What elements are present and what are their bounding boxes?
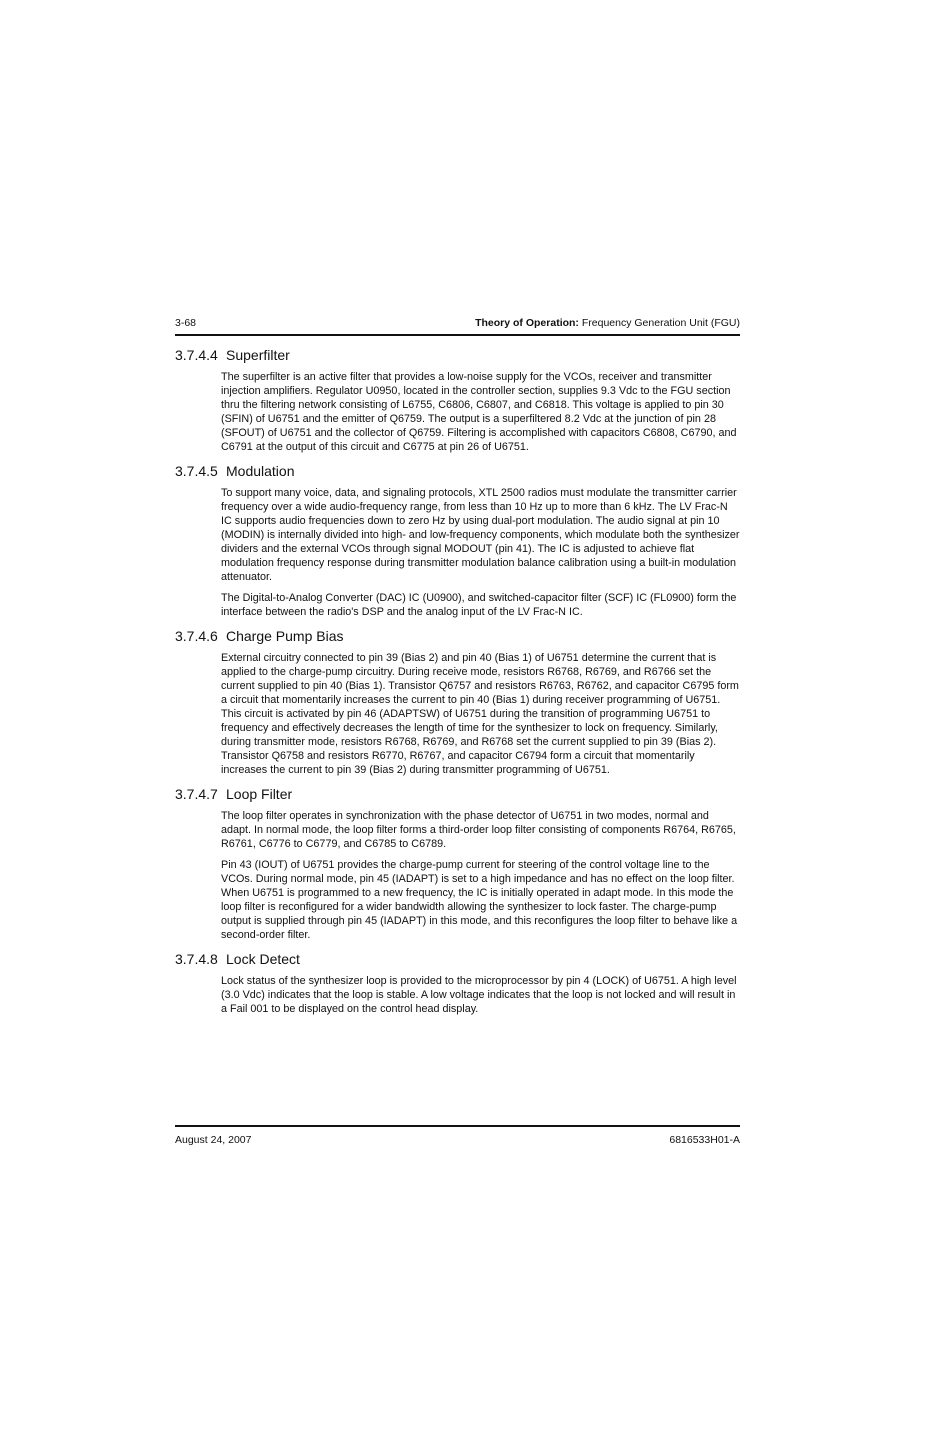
main-content — [175, 346, 740, 1024]
section-title: Lock Detect — [226, 951, 300, 967]
paragraph: The Digital-to-Analog Converter (DAC) IC (U0900), and switched-capacitor filter (SCF) IC (FL0900) form the interface between the radio's DSP and the analog input of the LV Frac-N IC. — [221, 592, 737, 618]
section-charge-pump-bias — [175, 627, 740, 777]
header-title-rest: Frequency Generation Unit (FGU) — [578, 317, 740, 329]
section-superfilter — [175, 346, 740, 454]
section-title: Superfilter — [226, 347, 290, 363]
paragraph: To support many voice, data, and signaling protocols, XTL 2500 radios must modulate the transmitter carrier frequency over a wide audio-frequency range, from less than 10 Hz up to more than 6 kHz. The LV Frac-N IC supports audio frequencies down to zero Hz by using dual-port modulation. The audio signal at pin 10 (MODIN) is internally divided into high- and low-frequency components, which modulate both the synthesizer dividers and the external VCOs through signal MODOUT (pin 41). The IC is adjusted to achieve flat modulation frequency response during transmitter modulation balance calibration using a built-in modulation attenuator. — [221, 487, 740, 583]
header-title-bold: Theory of Operation: — [475, 317, 579, 329]
paragraph: The superfilter is an active filter that provides a low-noise supply for the VCOs, receiver and transmitter injection amplifiers. Regulator U0950, located in the controller section, supplies 9.3 Vdc to the FGU section thru the filtering network consisting of L6755, C6806, C6807, and C6818. This voltage is applied to pin 30 (SFIN) of U6751 and the emitter of Q6759. The output is a superfiltered 8.2 Vdc at the junction of pin 28 (SFOUT) of U6751 and the collector of Q6759. Filtering is accomplished with capacitors C6808, C6790, and C6791 at the output of this circuit and C6775 at pin 26 of U6751. — [221, 371, 737, 453]
section-title: Loop Filter — [226, 786, 293, 802]
paragraph: External circuitry connected to pin 39 (Bias 2) and pin 40 (Bias 1) of U6751 determine the current that is applied to the charge-pump circuitry. During receive mode, resistors R6768, R6769, and R6766 set the current supplied to pin 40 (Bias 1). Transistor Q6757 and resistors R6763, R6762, and capacitor C6795 form a circuit that momentarily increases the current to pin 40 (Bias 1) during receiver programming of U6751. This circuit is activated by pin 46 (ADAPTSW) of U6751 during the transition of programming U6751 to frequency and effectively decreases the length of time for the synthesizer to lock on frequency. Similarly, during transmitter mode, resistors R6768, R6769, and R6768 set the current supplied to pin 39 (Bias 2). Transistor Q6758 and resistors R6770, R6767, and capacitor C6794 form a circuit that momentarily increases the current to pin 39 (Bias 2) during transmitter programming of U6751. — [221, 652, 739, 776]
section-number: 3.7.4.4 — [175, 347, 218, 363]
page-footer — [175, 1133, 740, 1149]
page-header — [175, 316, 740, 332]
section-heading — [175, 462, 740, 480]
section-heading — [175, 785, 740, 803]
section-number: 3.7.4.5 — [175, 463, 218, 479]
document-number: 6816533H01-A — [669, 1134, 740, 1146]
page-number: 3-68 — [175, 317, 197, 329]
section-title: Modulation — [226, 463, 295, 479]
section-title: Charge Pump Bias — [226, 628, 344, 644]
footer-rule — [175, 1125, 740, 1127]
section-heading — [175, 346, 740, 364]
header-rule — [175, 334, 740, 336]
paragraph: Pin 43 (IOUT) of U6751 provides the charge-pump current for steering of the control voltage line to the VCOs. During normal mode, pin 45 (IADAPT) is set to a high impedance and has no effect on the loop filter. When U6751 is programmed to a new frequency, the IC is initially operated in adapt mode. In this mode the loop filter is reconfigured for a wider bandwidth allowing the synthesizer to lock faster. The charge-pump output is supplied through pin 45 (IADAPT) in this mode, and this reconfigures the loop filter to behave like a second-order filter. — [221, 859, 738, 941]
paragraph: Lock status of the synthesizer loop is provided to the microprocessor by pin 4 (LOCK) of U6751. A high level (3.0 Vdc) indicates that the loop is stable. A low voltage indicates that the loop is not locked and will result in a Fail 001 to be displayed on the control head display. — [221, 975, 737, 1015]
section-loop-filter — [175, 785, 740, 942]
section-lock-detect — [175, 950, 740, 1016]
section-heading — [175, 627, 740, 645]
header-title — [475, 316, 740, 330]
paragraph: The loop filter operates in synchronization with the phase detector of U6751 in two modes, normal and adapt. In normal mode, the loop filter forms a third-order loop filter consisting of components R6764, R6765, R6761, C6776 to C6779, and C6785 to C6789. — [221, 810, 736, 850]
section-number: 3.7.4.6 — [175, 628, 218, 644]
section-modulation — [175, 462, 740, 619]
section-number: 3.7.4.8 — [175, 951, 218, 967]
section-number: 3.7.4.7 — [175, 786, 218, 802]
footer-date: August 24, 2007 — [175, 1134, 252, 1146]
section-heading — [175, 950, 740, 968]
